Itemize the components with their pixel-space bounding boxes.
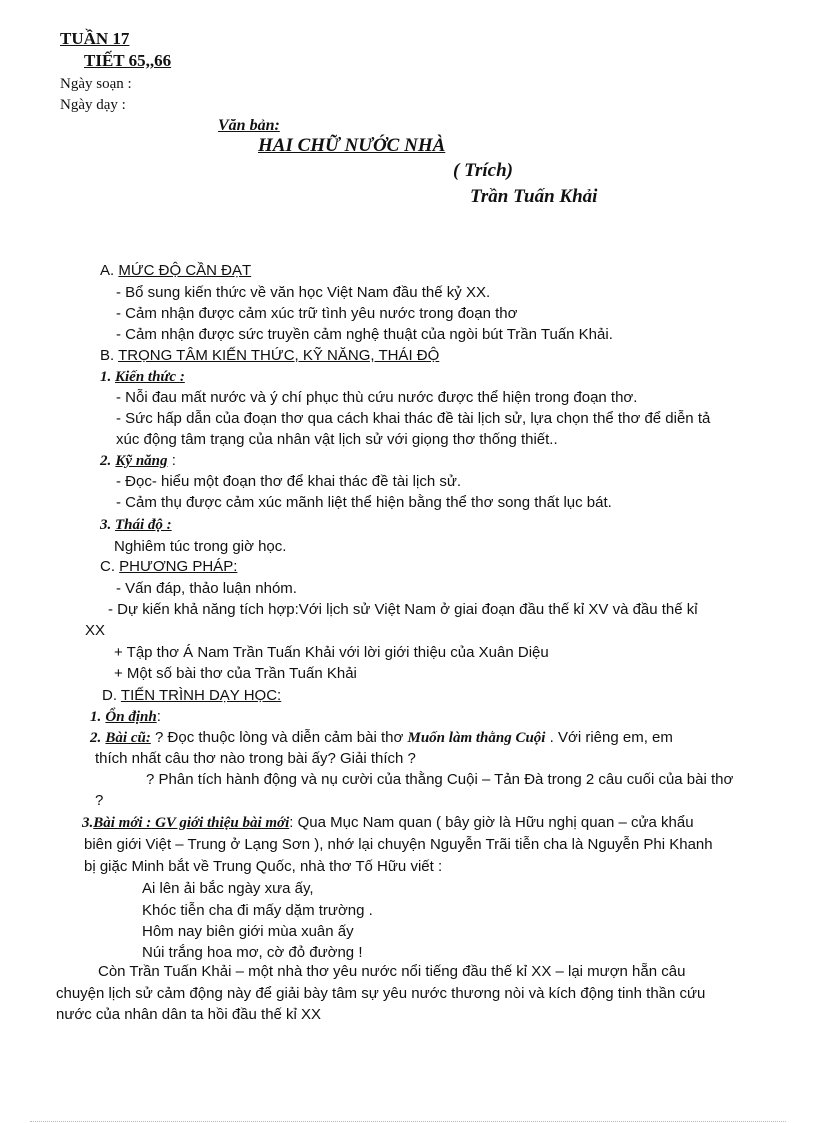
- list-item: - Đọc- hiểu một đoạn thơ để khai thác đề tài lịch sử.: [116, 473, 462, 490]
- item-number: 2.: [100, 453, 112, 469]
- week-label: TUẦN 17: [60, 29, 130, 48]
- list-item: xúc động tâm trạng của nhân vật lịch sử với giọng thơ thống thiết..: [116, 431, 558, 448]
- section-letter: B.: [100, 347, 115, 364]
- item-sublabel: GV giới thiệu bài mới: [151, 815, 290, 831]
- review-question-2-cont: ?: [95, 792, 104, 809]
- list-item: - Nỗi đau mất nước và ý chí phục thù cứu nước được thể hiện trong đoạn thơ.: [116, 389, 638, 406]
- lesson-text: bị giặc Minh bắt về Trung Quốc, nhà thơ Tố Hữu viết :: [84, 858, 443, 875]
- lesson-text: : Qua Mục Nam quan ( bây giờ là Hữu nghị quan – cửa khẩu: [289, 814, 694, 831]
- list-item: - Cảm nhận được sức truyền cảm nghệ thuật của ngòi bút Trần Tuấn Khải.: [116, 326, 613, 343]
- page-bottom-divider: [30, 1121, 786, 1122]
- list-item: - Sức hấp dẫn của đoạn thơ qua cách khai thác đề tài lịch sử, lựa chọn thể thơ để diễn tả: [116, 410, 711, 427]
- item-label: Bài mới :: [93, 815, 152, 831]
- list-item: - Cảm thụ được cảm xúc mãnh liệt thể hiện bằng thể thơ song thất lục bát.: [116, 494, 612, 511]
- lesson-text: Còn Trần Tuấn Khải – một nhà thơ yêu nước nổi tiếng đầu thế kỉ XX – lại mượn hẵn câu: [98, 963, 686, 980]
- item-number: 3.: [82, 815, 94, 831]
- lesson-text: biên giới Việt – Trung ở Lạng Sơn ), nhớ lại chuyện Nguyễn Trãi tiễn cha là Nguyễn Phi Khanh: [84, 836, 713, 853]
- list-item: - Cảm nhận được cảm xúc trữ tình yêu nước trong đoạn thơ: [116, 305, 518, 322]
- skills-heading: [100, 452, 176, 470]
- item-label: Bài cũ:: [105, 730, 151, 746]
- poem-line: Núi trắng hoa mơ, cờ đỏ đường !: [142, 944, 363, 961]
- text-label: Văn bản:: [218, 117, 280, 134]
- excerpt-note: ( Trích): [453, 160, 513, 181]
- author-name: Trần Tuấn Khải: [470, 186, 598, 207]
- lesson-text: chuyện lịch sử cảm động này để giải bày tâm sự yêu nước thương nòi và kích động tinh thần cứu: [56, 985, 706, 1002]
- period-label: TIẾT 65,,66: [84, 51, 172, 70]
- item-number: 3.: [100, 517, 112, 533]
- prep-date: Ngày soạn :: [60, 76, 132, 92]
- item-label: Thái độ :: [115, 517, 172, 533]
- list-item: - Vấn đáp, thảo luận nhóm.: [116, 580, 297, 597]
- lesson-text: nước của nhân dân ta hồi đầu thế kỉ XX: [56, 1006, 322, 1023]
- review-question-1-cont: thích nhất câu thơ nào trong bài ấy? Giải thích ?: [95, 750, 416, 767]
- question-text: . Với riêng em, em: [545, 729, 673, 746]
- review-question-2: ? Phân tích hành động và nụ cười của thằng Cuội – Tản Đà trong 2 câu cuối của bài thơ: [146, 771, 734, 788]
- section-letter: D.: [102, 687, 117, 704]
- section-title: TIẾN TRÌNH DẠY HỌC:: [120, 687, 282, 704]
- knowledge-heading: [100, 368, 185, 386]
- item-number: 1.: [100, 369, 112, 385]
- list-item: - Dự kiến khả năng tích hợp:Với lịch sử Việt Nam ở giai đoạn đầu thế kỉ XV và đầu thế kỉ: [108, 601, 698, 618]
- section-title: PHƯƠNG PHÁP:: [119, 558, 238, 575]
- stabilize-heading: [90, 708, 161, 726]
- poem-line: Ai lên ải bắc ngày xưa ấy,: [142, 880, 314, 897]
- teach-date: Ngày dạy :: [60, 97, 126, 113]
- page-title: HAI CHỮ NƯỚC NHÀ: [258, 135, 446, 156]
- item-suffix: :: [156, 708, 161, 725]
- section-b-heading: [100, 347, 439, 365]
- attitude-heading: [100, 516, 172, 534]
- new-lesson-line: [82, 814, 694, 832]
- item-label: Ổn định: [105, 709, 157, 725]
- section-d-heading: [102, 687, 281, 705]
- item-suffix: :: [167, 452, 176, 469]
- list-item: XX: [85, 622, 106, 639]
- item-label: Kỹ năng: [115, 453, 168, 469]
- poem-line: Hôm nay biên giới mùa xuân ấy: [142, 923, 354, 940]
- review-question-1: [90, 729, 673, 747]
- poem-line: Khóc tiễn cha đi mấy dặm trường .: [142, 902, 373, 919]
- item-number: 2.: [90, 730, 102, 746]
- list-item: - Bổ sung kiến thức về văn học Việt Nam đầu thế kỷ XX.: [116, 284, 491, 301]
- list-item: + Một số bài thơ của Trần Tuấn Khải: [114, 665, 357, 682]
- list-item: + Tập thơ Á Nam Trần Tuấn Khải với lời giới thiệu của Xuân Diệu: [114, 644, 549, 661]
- section-a-heading: [100, 262, 251, 280]
- section-letter: A.: [100, 262, 115, 279]
- poem-title: Muốn làm thằng Cuội: [407, 730, 546, 746]
- section-letter: C.: [100, 558, 115, 575]
- item-label: Kiến thức :: [115, 369, 185, 385]
- attitude-text: Nghiêm túc trong giờ học.: [114, 538, 287, 555]
- question-text: ? Đọc thuộc lòng và diễn cảm bài thơ: [150, 729, 408, 746]
- item-number: 1.: [90, 709, 102, 725]
- section-title: TRỌNG TÂM KIẾN THỨC, KỸ NĂNG, THÁI ĐỘ: [118, 347, 440, 364]
- section-c-heading: [100, 558, 237, 576]
- section-title: MỨC ĐỘ CẦN ĐẠT: [118, 262, 252, 279]
